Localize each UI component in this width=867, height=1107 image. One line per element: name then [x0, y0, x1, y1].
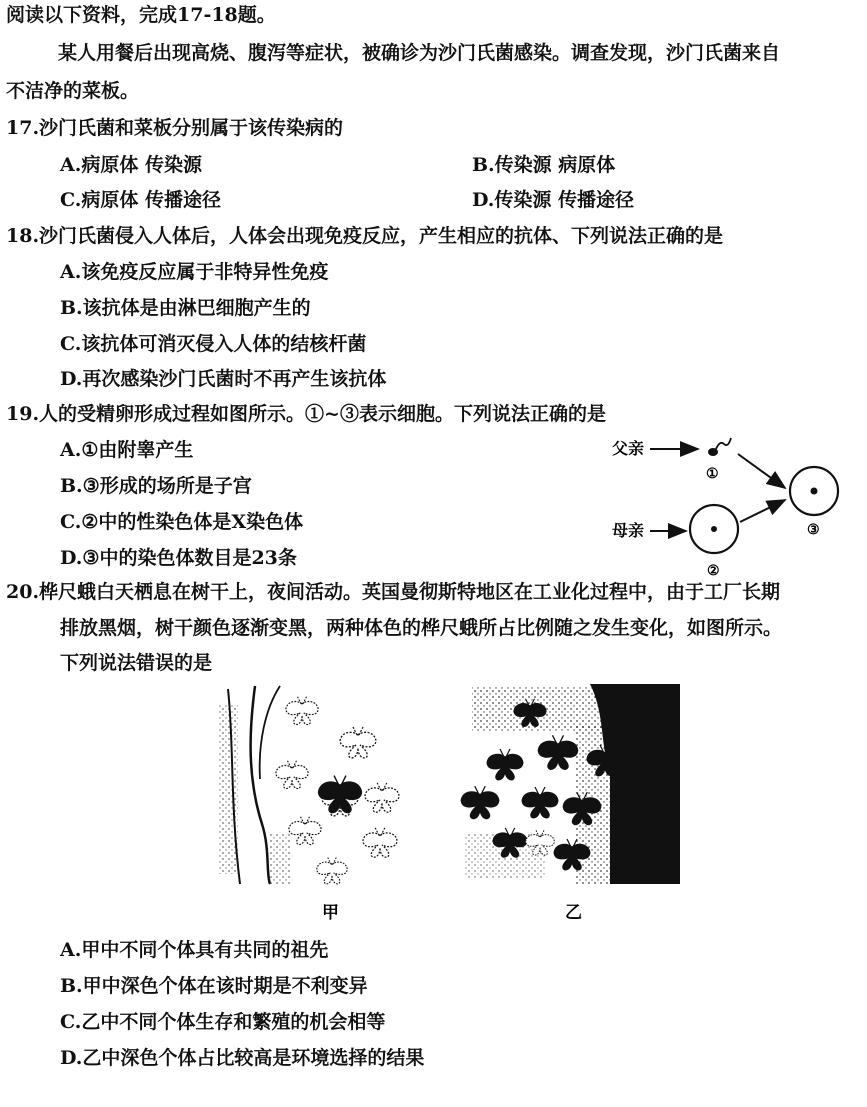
q19-stem: 19.人的受精卵形成过程如图所示。①~③表示细胞。下列说法正确的是 [6, 403, 606, 425]
q19-option-b: B.③形成的场所是子宫 [60, 475, 252, 497]
q20-stem-line2: 排放黑烟，树干颜色逐渐变黑，两种体色的桦尺蛾所占比例随之发生变化，如图所示。 [60, 617, 783, 639]
q20-stem-line3: 下列说法错误的是 [60, 652, 213, 674]
zygote-cell-icon [790, 467, 838, 515]
q18-option-d: D.再次感染沙门氏菌时不再产生该抗体 [60, 368, 387, 390]
cell1-label: ① [706, 466, 719, 482]
q19-option-c: C.②中的性染色体是X染色体 [60, 511, 304, 533]
cell3-label: ③ [807, 522, 820, 538]
q20-stem-line1: 20.桦尺蛾白天栖息在树干上，夜间活动。英国曼彻斯特地区在工业化过程中，由于工厂长期 [6, 581, 781, 603]
panel-b-label: 乙 [565, 903, 582, 923]
q18-option-b: B.该抗体是由淋巴细胞产生的 [60, 297, 311, 319]
q20-option-d: D.乙中深色个体占比较高是环境选择的结果 [60, 1047, 425, 1069]
fertilization-diagram [600, 430, 850, 580]
q18-stem: 18.沙门氏菌侵入人体后，人体会出现免疫反应，产生相应的抗体、下列说法正确的是 [6, 225, 724, 247]
q20-option-b: B.甲中深色个体在该时期是不利变异 [60, 975, 368, 997]
intro-passage-line1: 某人用餐后出现高烧、腹泻等症状，被确诊为沙门氏菌感染。调查发现，沙门氏菌来自 [58, 42, 781, 64]
q19-option-a: A.①由附睾产生 [60, 439, 194, 461]
mother-label: 母亲 [612, 521, 645, 540]
panel-a-light-trunk [218, 686, 290, 884]
panel-a-label: 甲 [322, 903, 339, 923]
q20-option-c: C.乙中不同个体生存和繁殖的机会相等 [60, 1011, 386, 1033]
q18-option-c: C.该抗体可消灭侵入人体的结核杆菌 [60, 333, 367, 355]
father-label: 父亲 [612, 439, 645, 458]
intro-heading: 阅读以下资料，完成17-18题。 [6, 4, 276, 26]
sperm-to-zygote-arrow [738, 454, 785, 488]
q17-stem: 17.沙门氏菌和菜板分别属于该传染病的 [6, 117, 344, 139]
sperm-cell-icon [708, 438, 731, 456]
q18-option-a: A.该免疫反应属于非特异性免疫 [60, 261, 329, 283]
q17-option-b: B.传染源 病原体 [472, 154, 616, 176]
cell2-label: ② [707, 563, 720, 579]
egg-to-zygote-arrow [740, 500, 785, 522]
intro-passage-line2: 不洁净的菜板。 [6, 80, 140, 102]
q17-option-a: A.病原体 传染源 [60, 154, 202, 176]
egg-cell-icon [690, 505, 738, 553]
q20-option-a: A.甲中不同个体具有共同的祖先 [60, 939, 329, 961]
q17-option-c: C.病原体 传播途径 [60, 189, 222, 211]
peppered-moth-figure [210, 684, 680, 928]
q19-option-d: D.③中的染色体数目是23条 [60, 547, 297, 569]
q17-option-d: D.传染源 传播途径 [472, 189, 635, 211]
